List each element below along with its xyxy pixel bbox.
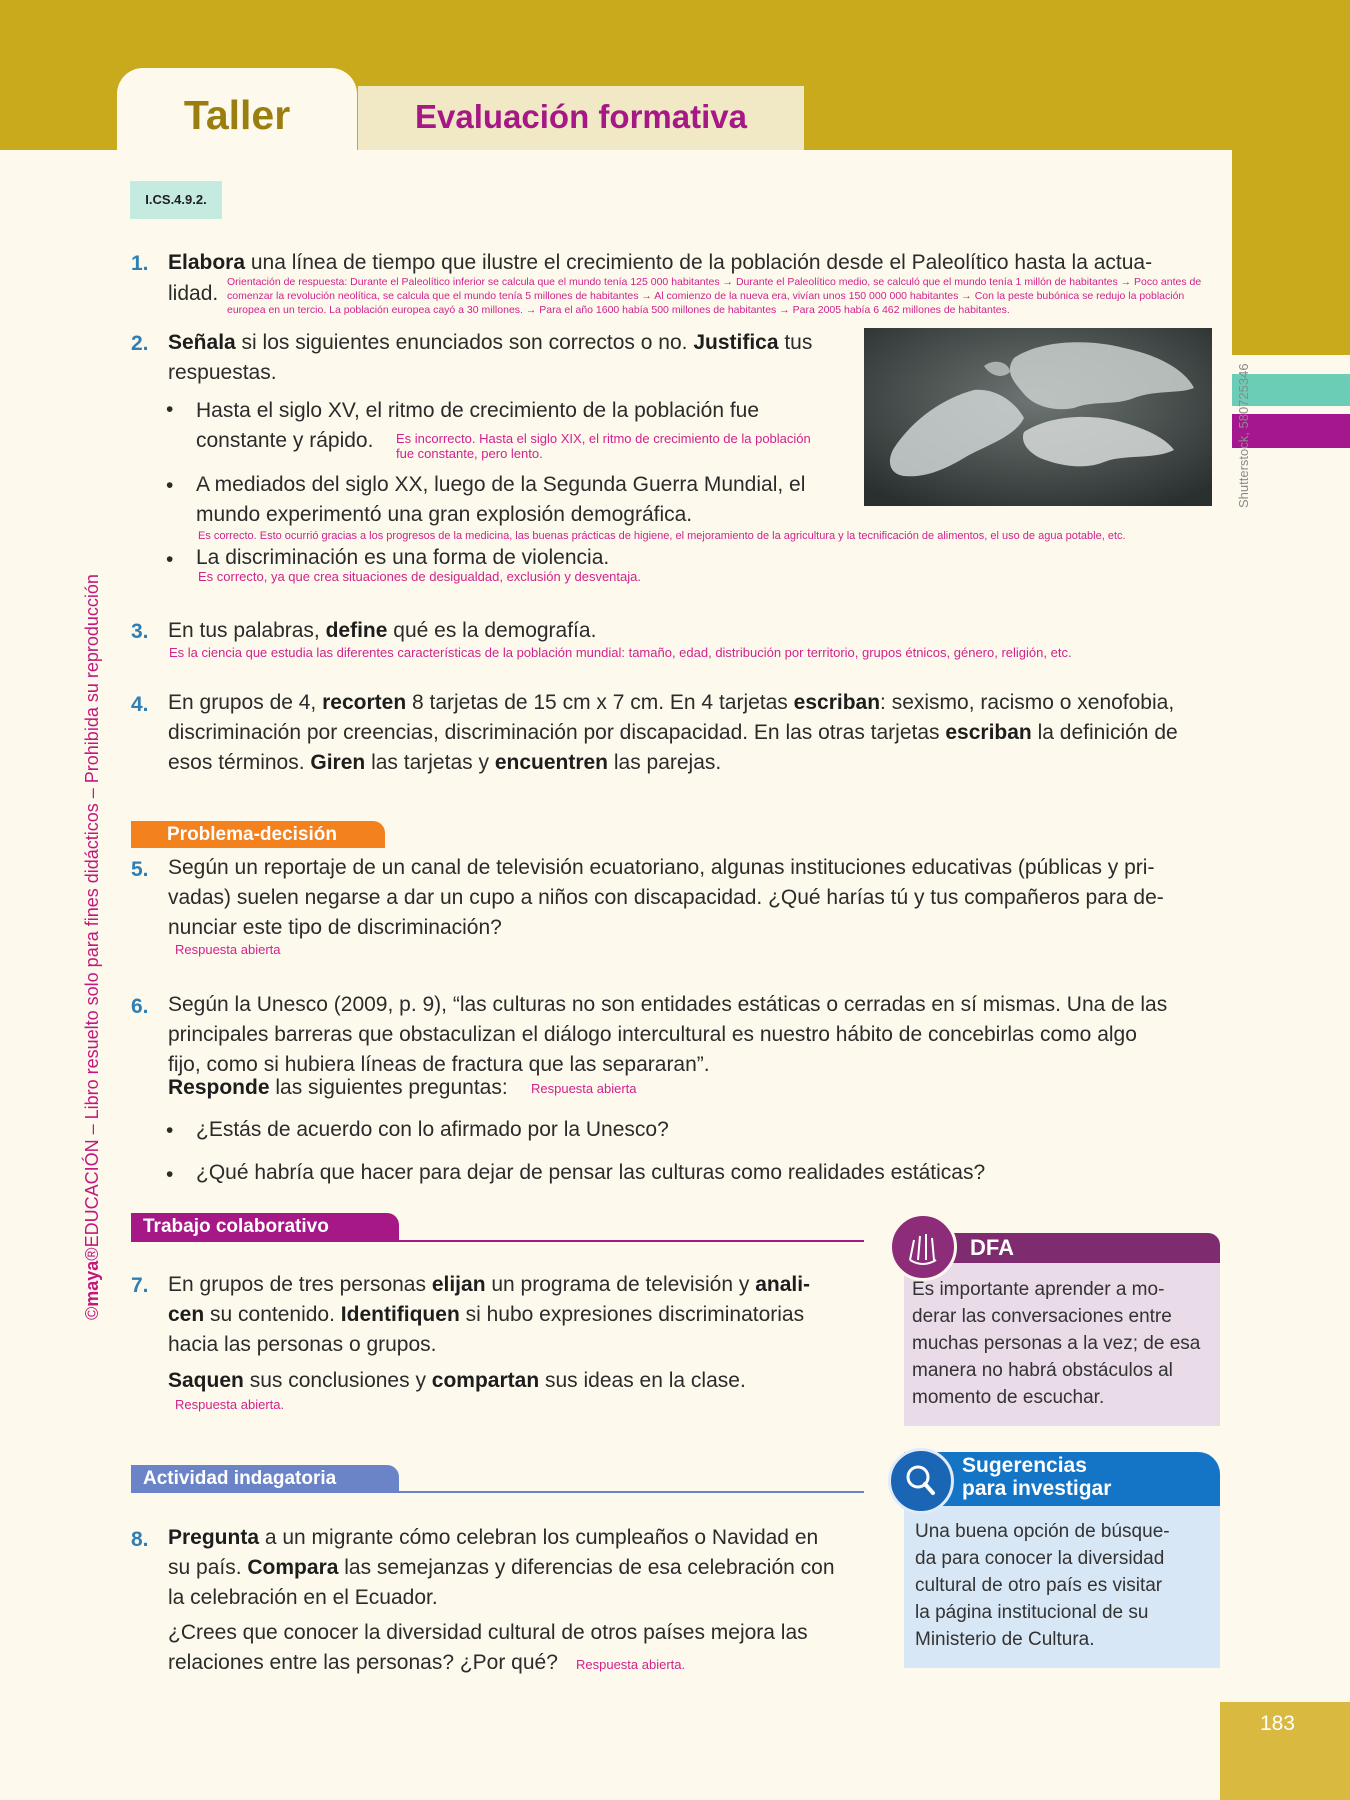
q5-line2: vadas) suelen negarse a dar un cupo a niños con discapacidad. ¿Qué harías tú y tus compañeros para de- bbox=[168, 886, 1164, 909]
q5-line3: nunciar este tipo de discriminación? bbox=[168, 916, 502, 939]
q1-verb: Elabora bbox=[168, 251, 246, 274]
q1-number: 1. bbox=[131, 252, 149, 275]
side-copyright-text bbox=[82, 490, 103, 1320]
q7-verb-saquen: Saquen bbox=[168, 1369, 244, 1392]
q7-line1 bbox=[168, 1270, 810, 1300]
q8-number: 8. bbox=[131, 1528, 149, 1551]
q2-text2: tus bbox=[778, 331, 813, 354]
bullet-dot: • bbox=[166, 548, 174, 571]
bullet-dot: • bbox=[166, 1119, 174, 1142]
q4-verb-escriban: escriban bbox=[793, 691, 881, 714]
q3-text-post: qué es la demografía. bbox=[387, 619, 597, 642]
q1-text: una línea de tiempo que ilustre el crecimiento de la población desde el Paleolítico hasta la actua- bbox=[245, 251, 1153, 274]
copyright-notice: ®EDUCACIÓN – Libro resuelto solo para fines didácticos – Prohibida su reproducción bbox=[82, 574, 102, 1261]
q6-line3: fijo, como si hubiera líneas de fractura que las separaran”. bbox=[168, 1053, 710, 1076]
bullet-dot: • bbox=[166, 474, 174, 497]
q2-line1 bbox=[168, 328, 812, 358]
world-map-illustration bbox=[864, 328, 1212, 506]
q3-text-pre: En tus palabras, bbox=[168, 619, 326, 642]
q2-bullet2-line1: A mediados del siglo XX, luego de la Segunda Guerra Mundial, el bbox=[196, 473, 806, 496]
q4-text: las tarjetas y bbox=[365, 751, 495, 774]
trabajo-colaborativo-label: Trabajo colaborativo bbox=[131, 1213, 399, 1240]
indicator-code-badge: I.CS.4.9.2. bbox=[130, 181, 222, 219]
q3-number: 3. bbox=[131, 620, 149, 643]
q8-text: su país. bbox=[168, 1556, 248, 1579]
q8-verb-pregunta: Pregunta bbox=[168, 1526, 260, 1549]
brand-name: maya bbox=[82, 1260, 102, 1307]
q7-text: sus ideas en la clase. bbox=[539, 1369, 746, 1392]
q4-line2 bbox=[168, 718, 1178, 748]
q6-verb: Responde bbox=[168, 1076, 270, 1099]
q6-line1: Según la Unesco (2009, p. 9), “las culturas no son entidades estáticas o cerradas en sí mismas. Una de las bbox=[168, 993, 1168, 1016]
actividad-indagatoria-label: Actividad indagatoria bbox=[131, 1465, 399, 1492]
q4-text: la definición de bbox=[1031, 721, 1178, 744]
q2-bullet1-line1: Hasta el siglo XV, el ritmo de crecimiento de la población fue bbox=[196, 399, 760, 422]
q7-verb-compartan: compartan bbox=[431, 1369, 540, 1392]
q2-verb-justifica: Justifica bbox=[693, 331, 779, 354]
q4-line3 bbox=[168, 748, 721, 778]
world-map-photo bbox=[864, 328, 1212, 506]
bullet-dot: • bbox=[166, 398, 174, 421]
sugerencias-title bbox=[962, 1454, 1111, 1500]
q4-text: En grupos de 4, bbox=[168, 691, 323, 714]
q4-verb-recorten: recorten bbox=[322, 691, 407, 714]
dfa-line: derar las conversaciones entre bbox=[912, 1306, 1172, 1327]
q8-answer: Respuesta abierta. bbox=[576, 1657, 686, 1672]
dfa-line: Es importante aprender a mo- bbox=[912, 1279, 1165, 1300]
evaluacion-title: Evaluación formativa bbox=[415, 98, 747, 135]
q7-text: su contenido. bbox=[204, 1303, 341, 1326]
q4-verb-encuentren: encuentren bbox=[494, 751, 609, 774]
magnifier-icon bbox=[888, 1448, 954, 1514]
q8-line3: la celebración en el Ecuador. bbox=[168, 1586, 438, 1609]
q7-text: un programa de televisión y bbox=[485, 1273, 756, 1296]
q7-text: En grupos de tres personas bbox=[168, 1273, 432, 1296]
q4-text: esos términos. bbox=[168, 751, 311, 774]
q7-verb-analicen: anali- bbox=[755, 1273, 811, 1296]
q1-answer-line2: comenzar la revolución neolítica, se calcula que el mundo tenía 5 millones de habitantes → Al comienzo de la nueva era, vivían unos 150 000 000 habitantes → Con la peste bubónica se redujo la población bbox=[227, 290, 1185, 302]
sugerencias-line: cultural de otro país es visitar bbox=[915, 1575, 1163, 1596]
q2-bullet3-answer: Es correcto, ya que crea situaciones de desigualdad, exclusión y desventaja. bbox=[198, 569, 641, 584]
q8-line2 bbox=[168, 1553, 835, 1583]
q3-answer: Es la ciencia que estudia las diferentes características de la población mundial: tamaño, edad, distribución por territorio, grupos étnicos, género, religión, etc. bbox=[169, 645, 1072, 660]
q4-text: discriminación por creencias, discriminación por discapacidad. En las otras tarjetas bbox=[168, 721, 946, 744]
q7-number: 7. bbox=[131, 1274, 149, 1297]
q8-text: las semejanzas y diferencias de esa celebración con bbox=[338, 1556, 835, 1579]
actividad-divider bbox=[131, 1491, 864, 1493]
q2-bullet1-answer2: fue constante, pero lento. bbox=[396, 446, 543, 461]
sugerencias-title-line1: Sugerencias bbox=[962, 1454, 1087, 1477]
dfa-hands-icon bbox=[889, 1213, 957, 1281]
q8-line1 bbox=[168, 1523, 818, 1553]
q7-answer: Respuesta abierta. bbox=[175, 1397, 285, 1412]
dfa-line: muchas personas a la vez; de esa bbox=[912, 1333, 1201, 1354]
q6-bullet2: ¿Qué habría que hacer para dejar de pensar las culturas como realidades estáticas? bbox=[196, 1161, 986, 1184]
q1-answer-line1: Orientación de respuesta: Durante el Paleolítico inferior se calcula que el mundo tenía 125 000 habitantes → Durante el Paleolítico medio, se calculó que el mundo tenía 1 millón de habitantes → Poco antes de bbox=[227, 276, 1202, 288]
q1-answer-line3: europea en un tercio. La población europea cayó a 30 millones. → Para el año 1600 había 500 millones de habitantes → Para 2005 había 6 462 millones de habitantes. bbox=[227, 304, 1010, 316]
q5-answer: Respuesta abierta bbox=[175, 942, 281, 957]
sugerencias-line: Ministerio de Cultura. bbox=[915, 1629, 1095, 1650]
q2-bullet3-line1: La discriminación es una forma de violencia. bbox=[196, 546, 610, 569]
q6-number: 6. bbox=[131, 995, 149, 1018]
sugerencias-line: da para conocer la diversidad bbox=[915, 1548, 1165, 1569]
sugerencias-text bbox=[915, 1518, 1215, 1653]
q2-text1: si los siguientes enunciados son correctos o no. bbox=[235, 331, 694, 354]
q6-bullet1: ¿Estás de acuerdo con lo afirmado por la Unesco? bbox=[196, 1118, 669, 1141]
q1-line1 bbox=[168, 248, 1152, 278]
q8-line5: relaciones entre las personas? ¿Por qué? bbox=[168, 1651, 558, 1674]
q4-verb-giren: Giren bbox=[310, 751, 366, 774]
q6-answer: Respuesta abierta bbox=[531, 1081, 637, 1096]
bullet-dot: • bbox=[166, 1163, 174, 1186]
q4-text: : sexismo, racismo o xenofobia, bbox=[880, 691, 1175, 714]
q6-responde bbox=[168, 1073, 508, 1103]
copyright-symbol: © bbox=[82, 1306, 102, 1320]
q4-number: 4. bbox=[131, 693, 149, 716]
photo-credit: Shutterstock, 580725346 bbox=[1236, 363, 1251, 508]
q2-verb-senala: Señala bbox=[168, 331, 236, 354]
dfa-line: momento de escuchar. bbox=[912, 1387, 1105, 1408]
q7-text: sus conclusiones y bbox=[243, 1369, 432, 1392]
q7-verb-elijan: elijan bbox=[431, 1273, 486, 1296]
q6-text: las siguientes preguntas: bbox=[269, 1076, 508, 1099]
q8-line4: ¿Crees que conocer la diversidad cultural de otros países mejora las bbox=[168, 1621, 808, 1644]
q4-text: las parejas. bbox=[608, 751, 722, 774]
problema-decision-label: Problema-decisión bbox=[131, 821, 385, 848]
q7-text: si hubo expresiones discriminatorias bbox=[459, 1303, 805, 1326]
trabajo-divider bbox=[131, 1240, 864, 1242]
q4-verb-escriban: escriban bbox=[945, 721, 1032, 744]
right-edge-band bbox=[1232, 0, 1350, 355]
q7-line4 bbox=[168, 1366, 746, 1396]
q4-line1 bbox=[168, 688, 1174, 718]
q5-number: 5. bbox=[131, 858, 149, 881]
taller-title: Taller bbox=[183, 92, 291, 138]
q8-text: a un migrante cómo celebran los cumpleaños o Navidad en bbox=[259, 1526, 819, 1549]
q2-bullet1-answer1: Es incorrecto. Hasta el siglo XIX, el ritmo de crecimiento de la población bbox=[396, 431, 811, 446]
q7-line2 bbox=[168, 1300, 804, 1330]
q2-bullet1-line2: constante y rápido. bbox=[196, 429, 374, 452]
q2-line2: respuestas. bbox=[168, 361, 277, 384]
q6-line2: principales barreras que obstaculizan el diálogo intercultural es nuestro hábito de concebirlas como algo bbox=[168, 1023, 1137, 1046]
q4-text: 8 tarjetas de 15 cm x 7 cm. En 4 tarjetas bbox=[406, 691, 794, 714]
q5-line1: Según un reportaje de un canal de televisión ecuatoriano, algunas instituciones educativas (públicas y pri- bbox=[168, 856, 1155, 879]
page-number: 183 bbox=[1259, 1712, 1295, 1735]
q7-verb-analicen-end: cen bbox=[168, 1303, 205, 1326]
sugerencias-title-line2: para investigar bbox=[962, 1477, 1112, 1500]
dfa-text bbox=[912, 1276, 1212, 1411]
sugerencias-line: la página institucional de su bbox=[915, 1602, 1149, 1623]
dfa-title: DFA bbox=[970, 1235, 1014, 1260]
q2-bullet2-line2: mundo experimentó una gran explosión demográfica. bbox=[196, 503, 693, 526]
q3-verb: define bbox=[325, 619, 388, 642]
q2-number: 2. bbox=[131, 332, 149, 355]
q1-line2: lidad. bbox=[168, 282, 219, 305]
q7-line3: hacia las personas o grupos. bbox=[168, 1333, 437, 1356]
dfa-line: manera no habrá obstáculos al bbox=[912, 1360, 1173, 1381]
q7-verb-identifiquen: Identifiquen bbox=[340, 1303, 460, 1326]
sugerencias-line: Una buena opción de búsque- bbox=[915, 1521, 1170, 1542]
q8-verb-compara: Compara bbox=[247, 1556, 339, 1579]
q2-bullet2-answer: Es correcto. Esto ocurrió gracias a los progresos de la medicina, las buenas prácticas de higiene, el mejoramiento de la agricultura y la tecnificación de alimentos, el uso de agua potable, etc. bbox=[198, 530, 1126, 542]
q3-line1 bbox=[168, 616, 596, 646]
